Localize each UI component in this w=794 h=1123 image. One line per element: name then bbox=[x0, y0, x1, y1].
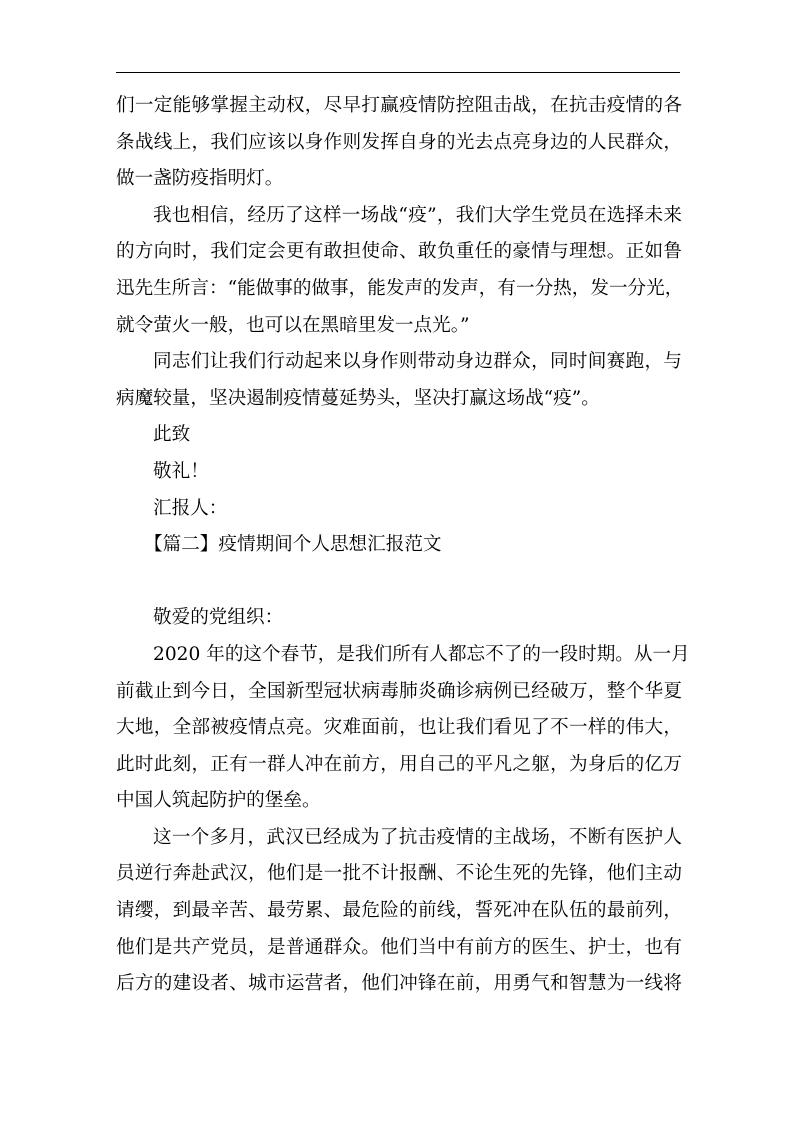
reporter-line: 汇报人： bbox=[153, 497, 228, 519]
paragraph-spring bbox=[116, 637, 690, 820]
paragraph-believe bbox=[116, 198, 682, 344]
paragraph-wuhan bbox=[116, 820, 682, 1003]
text-line: 病魔较量，坚决遏制疫情蔓延势头，坚决打赢这场战“疫”。 bbox=[116, 387, 600, 409]
text-line: 的方向时，我们定会更有敢担使命、敢负重任的豪情与理想。正如鲁 bbox=[116, 241, 682, 263]
text-line: 2020 年的这个春节，是我们所有人都忘不了的一段时期。从一月 bbox=[153, 643, 690, 665]
text-line: 中国人筑起防护的堡垒。 bbox=[116, 790, 321, 812]
text-line: 迅先生所言：“能做事的做事，能发声的发声，有一分热，发一分光， bbox=[116, 277, 684, 299]
text-line: 此时此刻，正有一群人冲在前方，用自己的平凡之躯，为身后的亿万 bbox=[116, 753, 682, 775]
text-line: 他们是共产党员，是普通群众。他们当中有前方的医生、护士，也有 bbox=[116, 936, 682, 958]
greeting: 敬爱的党组织： bbox=[153, 607, 284, 629]
text-line: 后方的建设者、城市运营者，他们冲锋在前，用勇气和智慧为一线将 bbox=[116, 973, 682, 995]
paragraph-comrades bbox=[116, 344, 682, 417]
text-line: 就令萤火一般，也可以在黑暗里发一点光。” bbox=[116, 314, 470, 336]
salutation-line-2: 敬礼！ bbox=[153, 460, 209, 482]
text-line: 们一定能够掌握主动权，尽早打赢疫情防控阻击战，在抗击疫情的各 bbox=[116, 95, 682, 116]
text-line: 前截止到今日，全国新型冠状病毒肺炎确诊病例已经破万，整个华夏 bbox=[116, 680, 682, 702]
text-line: 同志们让我们行动起来以身作则带动身边群众，同时间赛跑，与 bbox=[153, 351, 682, 373]
header-rule bbox=[116, 72, 680, 73]
text-line: 请缨，到最辛苦、最劳累、最危险的前线，誓死冲在队伍的最前列， bbox=[116, 900, 682, 922]
section-title: 【篇二】疫情期间个人思想汇报范文 bbox=[144, 534, 442, 556]
blank-line bbox=[116, 564, 682, 601]
paragraph-continued bbox=[116, 88, 682, 198]
text-line: 条战线上，我们应该以身作则发挥自身的光去点亮身边的人民群众， bbox=[116, 131, 682, 153]
text-line: 员逆行奔赴武汉，他们是一批不计报酬、不论生死的先锋，他们主动 bbox=[116, 863, 682, 885]
text-line: 这一个多月，武汉已经成为了抗击疫情的主战场，不断有医护人 bbox=[153, 826, 682, 848]
text-line: 做一盏防疫指明灯。 bbox=[116, 168, 284, 190]
text-line: 我也相信，经历了这样一场战“疫”，我们大学生党员在选择未来 bbox=[153, 204, 682, 226]
text-line: 大地，全部被疫情点亮。灾难面前，也让我们看见了不一样的伟大， bbox=[116, 717, 682, 739]
document-body bbox=[116, 88, 690, 1003]
closing-block bbox=[116, 417, 682, 527]
salutation-line-1: 此致 bbox=[153, 424, 191, 446]
